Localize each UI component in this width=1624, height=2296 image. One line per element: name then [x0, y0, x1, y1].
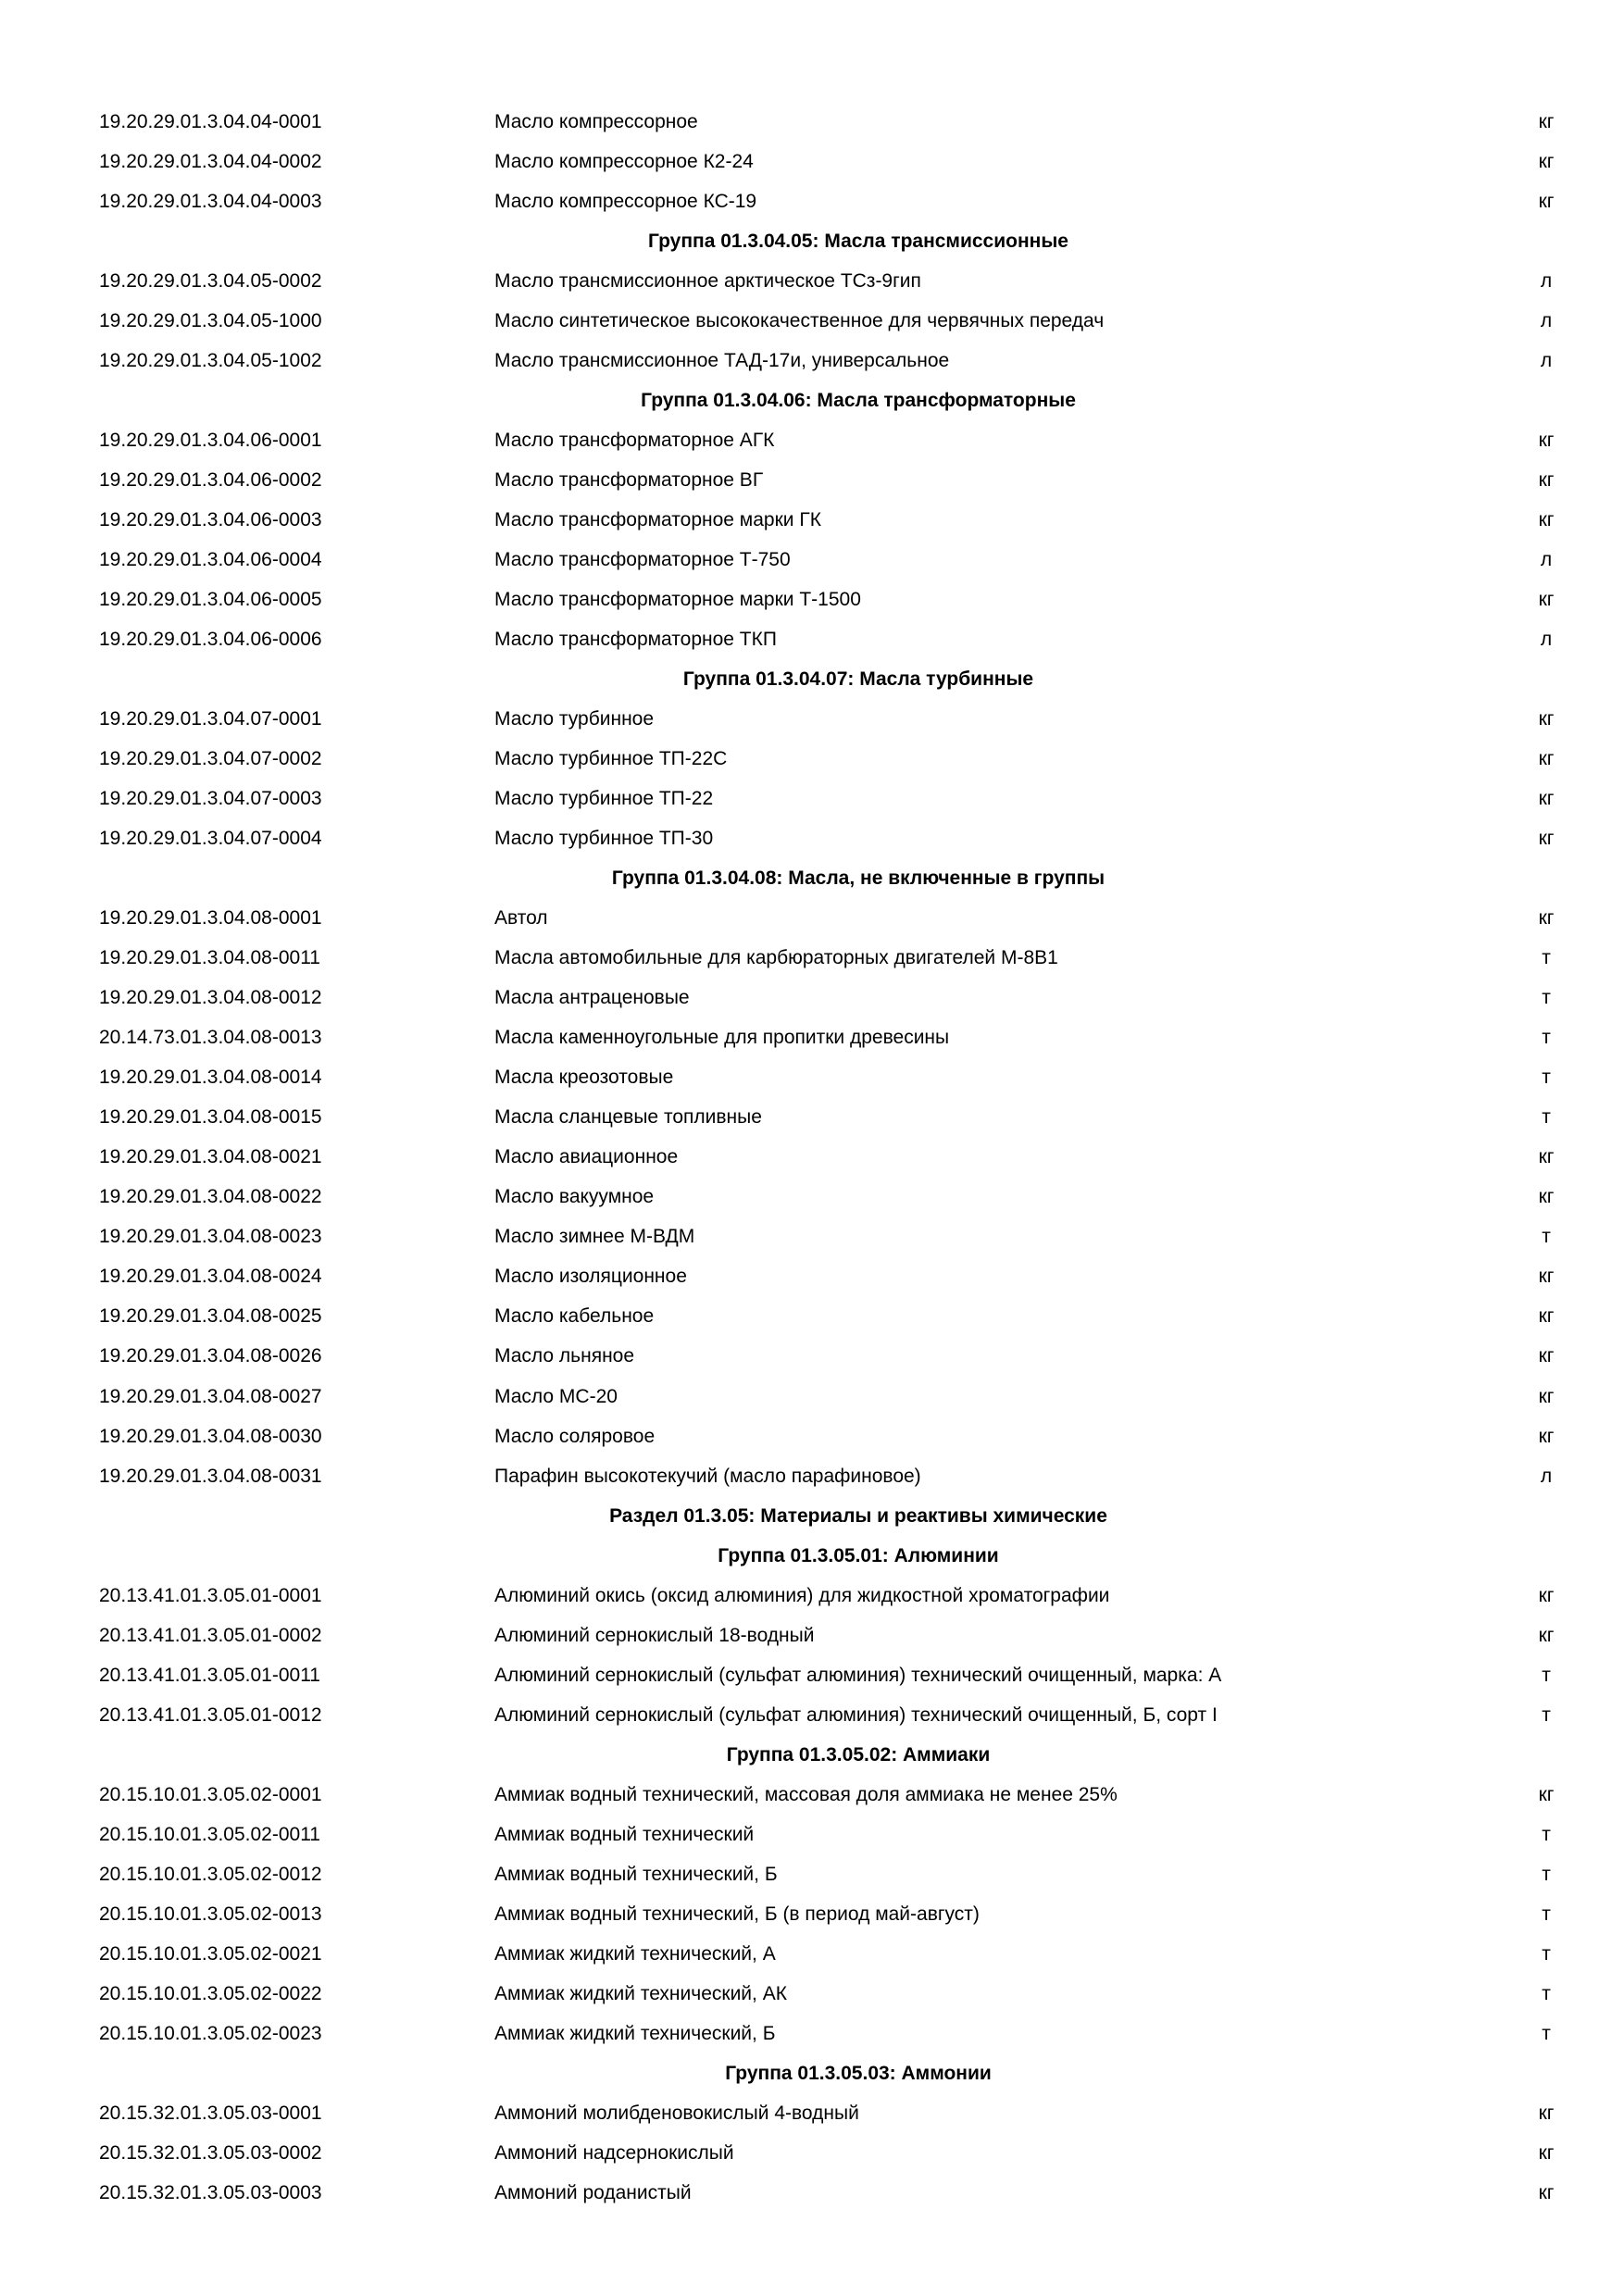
resource-name: Аммиак водный технический: [494, 1823, 755, 1845]
resource-name: Масла сланцевые топливные: [494, 1106, 762, 1129]
unit-of-measure: кг: [1538, 509, 1555, 531]
resource-code: 20.15.10.01.3.05.02-0021: [99, 1942, 322, 1965]
unit-of-measure: т: [1542, 1703, 1551, 1726]
table-row: [0, 779, 1624, 818]
unit-of-measure: кг: [1538, 788, 1555, 810]
resource-code: 20.14.73.01.3.04.08-0013: [99, 1027, 322, 1049]
resource-name: Масло льняное: [494, 1345, 635, 1367]
resource-name: Масло турбинное: [494, 708, 655, 730]
resource-code: 20.15.10.01.3.05.02-0022: [99, 1982, 322, 2004]
resource-code: 19.20.29.01.3.04.08-0025: [99, 1305, 322, 1328]
unit-of-measure: кг: [1538, 907, 1555, 930]
unit-of-measure: кг: [1538, 151, 1555, 173]
unit-of-measure: т: [1542, 987, 1551, 1009]
unit-of-measure: кг: [1538, 1425, 1555, 1447]
unit-of-measure: кг: [1538, 708, 1555, 730]
resource-name: Алюминий сернокислый 18-водный: [494, 1624, 815, 1646]
resource-name: Аммоний надсернокислый: [494, 2141, 734, 2164]
resource-name: Аммиак жидкий технический, А: [494, 1942, 776, 1965]
table-row: [0, 1616, 1624, 1655]
table-row: [0, 978, 1624, 1017]
table-row: [0, 2093, 1624, 2133]
resource-name: Масла каменноугольные для пропитки древесины: [494, 1027, 950, 1049]
resource-code: 20.15.32.01.3.05.03-0002: [99, 2141, 322, 2164]
table-row: [0, 1217, 1624, 1256]
resource-name: Аммоний молибденовокислый 4-водный: [494, 2102, 859, 2124]
table-row: [0, 1097, 1624, 1137]
group-heading: Группа 01.3.04.06: Масла трансформаторные: [641, 390, 1076, 412]
unit-of-measure: кг: [1538, 2141, 1555, 2164]
table-row: [0, 261, 1624, 301]
resource-code: 19.20.29.01.3.04.08-0022: [99, 1186, 322, 1208]
group-heading: Раздел 01.3.05: Материалы и реактивы химические: [609, 1504, 1107, 1527]
resource-code: 19.20.29.01.3.04.06-0006: [99, 629, 322, 651]
resource-code: 19.20.29.01.3.04.06-0002: [99, 469, 322, 492]
table-row: [0, 1296, 1624, 1336]
unit-of-measure: т: [1542, 1664, 1551, 1686]
unit-of-measure: кг: [1538, 1385, 1555, 1407]
unit-of-measure: л: [1540, 350, 1553, 372]
unit-of-measure: кг: [1538, 1624, 1555, 1646]
table-row: [0, 1655, 1624, 1695]
table-row: [0, 2133, 1624, 2173]
table-row: [0, 1576, 1624, 1616]
resource-code: 19.20.29.01.3.04.07-0002: [99, 748, 322, 770]
resource-name: Масло изоляционное: [494, 1266, 687, 1288]
table-row: [0, 739, 1624, 779]
unit-of-measure: кг: [1538, 1584, 1555, 1606]
resource-name: Аммиак жидкий технический, АК: [494, 1982, 787, 2004]
table-row: [0, 580, 1624, 619]
resource-name: Аммиак жидкий технический, Б: [494, 2022, 776, 2044]
group-heading: Группа 01.3.05.01: Алюминии: [718, 1544, 999, 1566]
unit-of-measure: кг: [1538, 828, 1555, 850]
unit-of-measure: кг: [1538, 1146, 1555, 1168]
resource-name: Масла креозотовые: [494, 1067, 674, 1089]
resource-name: Автол: [494, 907, 548, 930]
resource-code: 19.20.29.01.3.04.08-0001: [99, 907, 322, 930]
resource-name: Масло турбинное ТП-22С: [494, 748, 728, 770]
resource-code: 20.15.32.01.3.05.03-0003: [99, 2181, 322, 2203]
unit-of-measure: кг: [1538, 1345, 1555, 1367]
resource-name: Масло трансформаторное ВГ: [494, 469, 764, 492]
resource-code: 19.20.29.01.3.04.05-0002: [99, 270, 322, 293]
resource-name: Масла антраценовые: [494, 987, 690, 1009]
resource-name: Масло вакуумное: [494, 1186, 655, 1208]
resource-code: 19.20.29.01.3.04.08-0021: [99, 1146, 322, 1168]
table-row: [0, 1137, 1624, 1177]
resource-name: Аммиак водный технический, Б: [494, 1863, 778, 1885]
table-row: [0, 1815, 1624, 1854]
table-row: [0, 1974, 1624, 2014]
resource-code: 19.20.29.01.3.04.05-1002: [99, 350, 322, 372]
resource-code: 20.15.10.01.3.05.02-0011: [99, 1823, 320, 1845]
table-row: [0, 301, 1624, 341]
table-row: [0, 1934, 1624, 1974]
resource-name: Масло соляровое: [494, 1425, 656, 1447]
unit-of-measure: т: [1542, 1106, 1551, 1129]
resource-name: Масло синтетическое высококачественное для червячных передач: [494, 310, 1105, 332]
table-row: [0, 1775, 1624, 1815]
resource-code: 19.20.29.01.3.04.08-0027: [99, 1385, 322, 1407]
resource-code: 20.13.41.01.3.05.01-0002: [99, 1624, 322, 1646]
resource-name: Масло трансмиссионное арктическое ТСз-9гип: [494, 270, 921, 293]
table-row: [0, 181, 1624, 221]
resource-code: 20.13.41.01.3.05.01-0012: [99, 1703, 322, 1726]
resource-name: Масло трансформаторное Т-750: [494, 549, 791, 571]
unit-of-measure: кг: [1538, 748, 1555, 770]
unit-of-measure: л: [1540, 310, 1553, 332]
resource-name: Алюминий сернокислый (сульфат алюминия) технический очищенный, марка: А: [494, 1664, 1222, 1686]
resource-code: 19.20.29.01.3.04.06-0003: [99, 509, 322, 531]
table-row: [0, 1894, 1624, 1934]
table-row: [0, 2014, 1624, 2053]
table-row: [0, 1695, 1624, 1735]
resource-code: 20.15.10.01.3.05.02-0001: [99, 1783, 322, 1805]
table-row: [0, 1017, 1624, 1057]
resource-name: Масла автомобильные для карбюраторных двигателей М-8В1: [494, 947, 1058, 969]
table-row: [0, 938, 1624, 978]
table-row: [0, 1416, 1624, 1456]
resource-code: 19.20.29.01.3.04.08-0031: [99, 1465, 322, 1487]
resource-code: 19.20.29.01.3.04.05-1000: [99, 310, 322, 332]
resource-code: 19.20.29.01.3.04.07-0001: [99, 708, 322, 730]
resource-code: 20.15.32.01.3.05.03-0001: [99, 2102, 322, 2124]
table-row: [0, 1854, 1624, 1894]
resource-code: 19.20.29.01.3.04.04-0002: [99, 151, 322, 173]
unit-of-measure: т: [1542, 2022, 1551, 2044]
unit-of-measure: кг: [1538, 589, 1555, 611]
resource-name: Масло кабельное: [494, 1305, 655, 1328]
resource-table: [0, 102, 1624, 2213]
unit-of-measure: кг: [1538, 430, 1555, 452]
unit-of-measure: кг: [1538, 191, 1555, 213]
resource-name: Масло турбинное ТП-22: [494, 788, 714, 810]
resource-name: Алюминий окись (оксид алюминия) для жидкостной хроматографии: [494, 1584, 1110, 1606]
resource-name: Масло компрессорное К2-24: [494, 151, 754, 173]
resource-name: Масло авиационное: [494, 1146, 679, 1168]
unit-of-measure: т: [1542, 1863, 1551, 1885]
resource-code: 19.20.29.01.3.04.08-0014: [99, 1067, 322, 1089]
unit-of-measure: т: [1542, 1226, 1551, 1248]
resource-name: Аммиак водный технический, Б (в период май-август): [494, 1903, 980, 1925]
resource-name: Масло компрессорное КС-19: [494, 191, 757, 213]
table-row: [0, 1336, 1624, 1376]
table-row: [0, 500, 1624, 540]
resource-name: Парафин высокотекучий (масло парафиновое): [494, 1465, 921, 1487]
resource-name: Масло трансмиссионное ТАД-17и, универсальное: [494, 350, 950, 372]
resource-name: Масло трансформаторное АГК: [494, 430, 775, 452]
resource-name: Масло компрессорное: [494, 111, 698, 132]
resource-name: Масло трансформаторное марки ГК: [494, 509, 821, 531]
resource-name: Масло трансформаторное ТКП: [494, 629, 777, 651]
resource-name: Аммоний роданистый: [494, 2181, 692, 2203]
resource-code: 19.20.29.01.3.04.08-0026: [99, 1345, 322, 1367]
unit-of-measure: л: [1540, 270, 1553, 293]
group-heading: Группа 01.3.05.02: Аммиаки: [726, 1743, 991, 1766]
unit-of-measure: т: [1542, 1067, 1551, 1089]
resource-code: 20.13.41.01.3.05.01-0011: [99, 1664, 320, 1686]
resource-code: 19.20.29.01.3.04.07-0004: [99, 828, 322, 850]
resource-code: 19.20.29.01.3.04.08-0030: [99, 1425, 322, 1447]
unit-of-measure: кг: [1538, 469, 1555, 492]
unit-of-measure: кг: [1538, 1186, 1555, 1208]
unit-of-measure: т: [1542, 1027, 1551, 1049]
table-row: [0, 142, 1624, 181]
resource-name: Масло зимнее М-ВДМ: [494, 1226, 695, 1248]
resource-code: 19.20.29.01.3.04.08-0024: [99, 1266, 322, 1288]
resource-code: 20.15.10.01.3.05.02-0023: [99, 2022, 322, 2044]
table-row: [0, 460, 1624, 500]
resource-name: Масло МС-20: [494, 1385, 618, 1407]
table-row: [0, 1256, 1624, 1296]
group-heading: Группа 01.3.04.08: Масла, не включенные в группы: [611, 867, 1106, 890]
unit-of-measure: т: [1542, 1982, 1551, 2004]
table-row: [0, 619, 1624, 659]
resource-code: 20.13.41.01.3.05.01-0001: [99, 1584, 322, 1606]
unit-of-measure: т: [1542, 947, 1551, 969]
group-heading: Группа 01.3.04.05: Масла трансмиссионные: [648, 231, 1068, 253]
resource-code: 19.20.29.01.3.04.08-0015: [99, 1106, 322, 1129]
table-row: [0, 1177, 1624, 1217]
unit-of-measure: т: [1542, 1942, 1551, 1965]
unit-of-measure: т: [1542, 1903, 1551, 1925]
resource-code: 19.20.29.01.3.04.04-0003: [99, 191, 322, 213]
unit-of-measure: кг: [1538, 1305, 1555, 1328]
table-row: [0, 1456, 1624, 1496]
resource-code: 19.20.29.01.3.04.08-0011: [99, 947, 320, 969]
unit-of-measure: кг: [1538, 2181, 1555, 2203]
resource-name: Алюминий сернокислый (сульфат алюминия) технический очищенный, Б, сорт I: [494, 1703, 1218, 1726]
unit-of-measure: кг: [1538, 1783, 1555, 1805]
group-heading: Группа 01.3.04.07: Масла турбинные: [682, 668, 1034, 691]
unit-of-measure: кг: [1538, 111, 1555, 132]
resource-code: 19.20.29.01.3.04.04-0001: [99, 111, 322, 132]
resource-name: Аммиак водный технический, массовая доля аммиака не менее 25%: [494, 1783, 1118, 1805]
resource-code: 20.15.10.01.3.05.02-0013: [99, 1903, 322, 1925]
table-row: [0, 1057, 1624, 1097]
resource-code: 19.20.29.01.3.04.06-0001: [99, 430, 322, 452]
resource-code: 19.20.29.01.3.04.08-0023: [99, 1226, 322, 1248]
table-row: [0, 2173, 1624, 2213]
resource-name: Масло турбинное ТП-30: [494, 828, 714, 850]
table-row: [0, 1377, 1624, 1416]
table-row: [0, 818, 1624, 858]
resource-code: 19.20.29.01.3.04.06-0004: [99, 549, 322, 571]
resource-code: 20.15.10.01.3.05.02-0012: [99, 1863, 322, 1885]
table-row: [0, 102, 1624, 142]
unit-of-measure: т: [1542, 1823, 1551, 1845]
table-row: [0, 341, 1624, 381]
table-row: [0, 540, 1624, 580]
unit-of-measure: кг: [1538, 2102, 1555, 2124]
table-row: [0, 898, 1624, 938]
group-heading: Группа 01.3.05.03: Аммонии: [725, 2062, 992, 2084]
table-row: [0, 699, 1624, 739]
resource-code: 19.20.29.01.3.04.08-0012: [99, 987, 322, 1009]
unit-of-measure: л: [1540, 1465, 1553, 1487]
unit-of-measure: л: [1540, 549, 1553, 571]
unit-of-measure: кг: [1538, 1266, 1555, 1288]
resource-name: Масло трансформаторное марки Т-1500: [494, 589, 861, 611]
table-row: [0, 420, 1624, 460]
resource-code: 19.20.29.01.3.04.06-0005: [99, 589, 322, 611]
unit-of-measure: л: [1540, 629, 1553, 651]
resource-code: 19.20.29.01.3.04.07-0003: [99, 788, 322, 810]
